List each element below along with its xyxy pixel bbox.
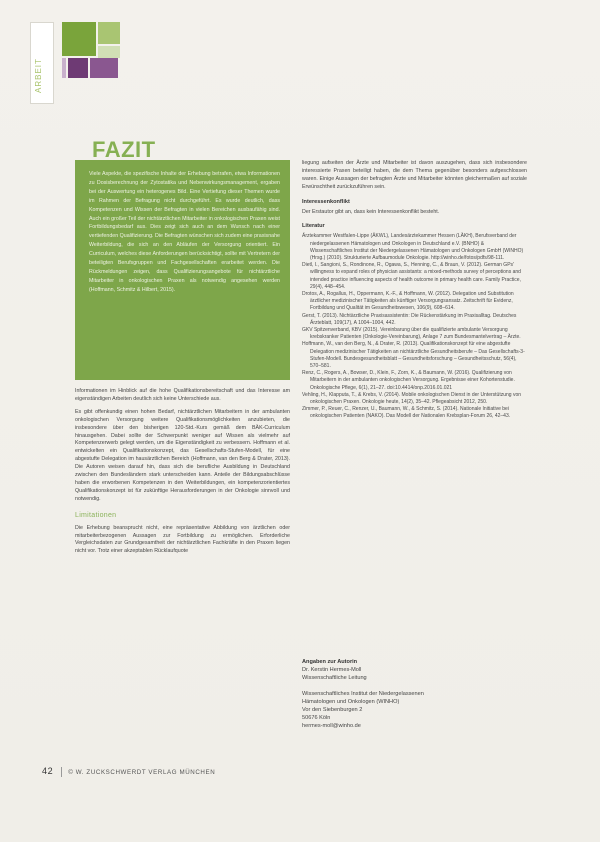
left-column: [75, 388, 290, 561]
reference-item: Dietl, I., Sangioni, S., Rondinone, R., Ogawa, S., Henning, C., & Braun, V. (2012). German GPs' willingness to expand roles of physician assistants: a mixed-methods survey of perceptions and intended practice influencing aspects of health outcome in primary health care. Family Practice, 29(4), 448–454.: [302, 262, 521, 290]
author-info: [302, 658, 502, 730]
section-heading: Literatur: [302, 223, 325, 230]
paragraph: Informationen im Hinblick auf die hohe Qualifikationsbereitschaft und das Interesse am eigenständigen Arbeiten deutlich sich keine Unterschiede aus.: [75, 388, 290, 402]
summary-box: [75, 160, 290, 380]
page-title: FAZIT: [92, 137, 156, 162]
deco-square-light-green: [98, 22, 120, 44]
section-heading: Limitationen: [75, 511, 117, 519]
paragraph: Die Erhebung beansprucht nicht, eine repräsentative Abbildung von ärztlichen oder mitarbeiterbezogenen Aussagen zur Fortbildung zu ermöglichen. Erforderliche Vergleichsdaten zur Grundgesamtheit der nichtärztlichen Fachkräfte in den Praxen liegen nicht vor. Trotz einer akzeptablen Rücklaufquote: [75, 524, 290, 555]
institute-line: Vor den Siebenburgen 2: [302, 707, 363, 713]
deco-square-pale-purple: [62, 58, 66, 78]
reference-item: Ärztekammer Westfalen-Lippe (ÄKWL), Landesärztekammer Hessen (LÄKH), Berufsverband der niedergelassenen Hämatologen und Onkologen in Deutschland e.V. (BNHO) & Wissenschaftliches Institut der Niedergelassenen Hämatologen und Onkologen GmbH (WINHO) (Hrsg.) (2010). Strukturierte Aufbaumodule Onkologie. http://winho.de/fotos/pdfs/98-111.: [302, 233, 524, 261]
page-footer: [42, 766, 215, 777]
section-tab-label: ARBEIT: [34, 58, 43, 93]
reference-item: GKV Spitzenverband, KBV (2015). Vereinbarung über die qualifizierte ambulante Versorgung krebskranker Patienten (Onkologie-Vereinbarung), Anlage 7 zum Bundesmantelvertrag – Ärzte.: [302, 326, 521, 341]
reference-item: Hoffmann, W., van den Berg, N., & Drater, R. (2013). Qualifikationskonzept für eine abgestufte Delegation medizinischer Tätigkeiten an nichtärztliche Gesundheitsberufe – Das Gesellschafts-3-Stufen-Modell. Bundesgesundheitsblatt – Gesundheitsforschung – Gesundheitsschutz, 56(4), 570–581.: [302, 341, 525, 369]
section-heading: Interessenkonflikt: [302, 198, 350, 205]
author-heading: Angaben zur Autorin: [302, 659, 358, 665]
section-tab: [30, 22, 54, 104]
institute-line: Wissenschaftliches Institut der Niedergelassenen: [302, 691, 424, 697]
deco-square-green: [62, 22, 96, 56]
publisher: © W. ZUCKSCHWERDT VERLAG MÜNCHEN: [68, 769, 216, 776]
reference-item: Drotos, A., Rogallus, H., Oppermann, K.-F., & Hoffmann, W. (2012). Delegation und Substitution ärztlicher medizinischer Tätigkeiten als künftiger Versorgungsansatz. Zeitschrift für Evidenz, Fortbildung und Qualität im Gesundheitswesen, 106(9), 608–614.: [302, 290, 514, 312]
institute-line: 50676 Köln: [302, 715, 331, 721]
deco-square-pale-green: [98, 46, 120, 58]
reference-item: Renz, C., Rogers, A., Bowser, D., Klein, F., Zorn, K., & Baumann, W. (2016). Qualifizierung von Mitarbeitern in der ambulanten onkologischen Versorgung. Ergebnisse einer Kohortenstudie. Onkologische Pflege, 6(1), 21–27. doi:10.4414/onp.2016.01.021: [302, 370, 515, 391]
deco-square-purple: [68, 58, 88, 78]
paragraph: liegung aufseiten der Ärzte und Mitarbeiter ist davon auszugehen, dass sich insbesondere interessierte Praxen beteiligt haben, die dem Thema gegenüber besonders aufgeschlossen waren. Einige Aussagen der befragten Ärzte und Mitarbeiter könnten gleichermaßen auf soziale Erwünschtheit zurückzuführen sein.: [302, 160, 527, 190]
page-number: 42: [42, 766, 54, 776]
reference-item: Vehling, H., Klapputa, T., & Krebs, V. (2014). Mobile onkologischen Dienst in der Unterstützung von onkologischen Praxen. Onkologie heute, 14(2), 35–42. Pflegeabsicht 2012, 250.: [302, 391, 522, 406]
author-role: Wissenschaftliche Leitung: [302, 675, 367, 681]
summary-text: Viele Aspekte, die spezifische Inhalte der Erhebung betrafen, etwa Informationen zu Dosisberechnung der Zytostatika und Nebenwirkungsmanagement, ergaben bei der Auswertung ein heterogenes Bild. Eine Vertiefung dieser Themen wurde im Rahmen der Befragung nicht durchgeführt. Es wurde deutlich, dass Kompetenzen und Wissen der Befragten in vielen Bereichen ausbaufähig sind. Auch ein großer Teil der nichtärztlichen Mitarbeiter in onkologischen Praxen weist Fortbildungsbedarf aus. Dies zeigt sich auch an dem Wunsch nach einer vertiefenden Qualifizierung. Die Befragten wünschen sich zudem eine praxisnahe Weiterbildung, die sich an den Abläufen der Versorgung orientiert. Ein Curriculum, welches diese Anforderungen berücksichtigt, sollte mit Vertretern der beteiligten Berufsgruppen und Fachgesellschaften erarbeitet werden. Die Rückmeldungen zeigen, dass Qualifizierungsangebote für nichtärztliche Mitarbeiter in onkologischen Praxen als notwendig angesehen werden (Hoffmann, Schmitz & Hilbert, 2015).: [89, 171, 280, 293]
author-name: Dr. Kerstin Hermes-Moll: [302, 667, 362, 673]
reference-item: Gerst, T. (2013). Nichtärztliche Praxisassistentin: Die Rückenstärkung im Praxisalltag. Deutsches Ärzteblatt, 109(17), A 1004–1004, 442.: [302, 312, 517, 326]
paragraph: Der Erstautor gibt an, dass kein Interessenkonflikt besteht.: [302, 208, 440, 215]
institute-email: hermes-moll@winho.de: [302, 723, 361, 729]
reference-item: Zimmer, P., Reuer, C., Renzer, U., Baumann, W., & Schmitz, S. (2014). Nationale Initiative bei onkologischen Patienten (NAKO). Das Modell der Nationalen Krebsplan-Forum 26, 42–43.: [302, 406, 511, 420]
right-column: [302, 160, 527, 421]
paragraph: Es gibt offenkundig einen hohen Bedarf, nichtärztlichen Mitarbeitern in der ambulanten onkologischen Versorgung weitere Qualifikationsmöglichkeiten anzubieten, die insbesondere über den bisherigen 120-Std.-Kurs gemäß dem BÄK-Curriculum hinausgehen. Dabei sollte der Schwerpunkt weniger auf Wissen als vielmehr auf Kompetenzerwerb gelegt werden, um die Eigenständigkeit zu verbessern. Hoffmann et al. entwickelten ein Qualifikationskonzept, das Gesellschafts-Stufen-Modell, für eine abgestufte Delegation im hausärztlichen Bereich (Hoffmann, van den Berg & Drater, 2013). Die Autoren weisen darauf hin, dass sich die berufliche Ausbildung in Deutschland zwischen den Bundesländern stark unterscheiden kann. Anteile der Bildungsabschlüsse haben die erworbenen Kompetenzen in den Weiterbildungen, ein kompetenzorientiertes Qualifikationskonzept ist für zukünftige Herausforderungen in der Onkologie sinnvoll und notwendig.: [75, 408, 290, 502]
institute-line: Hämatologen und Onkologen (WINHO): [302, 699, 400, 705]
deco-square-violet: [90, 58, 118, 78]
